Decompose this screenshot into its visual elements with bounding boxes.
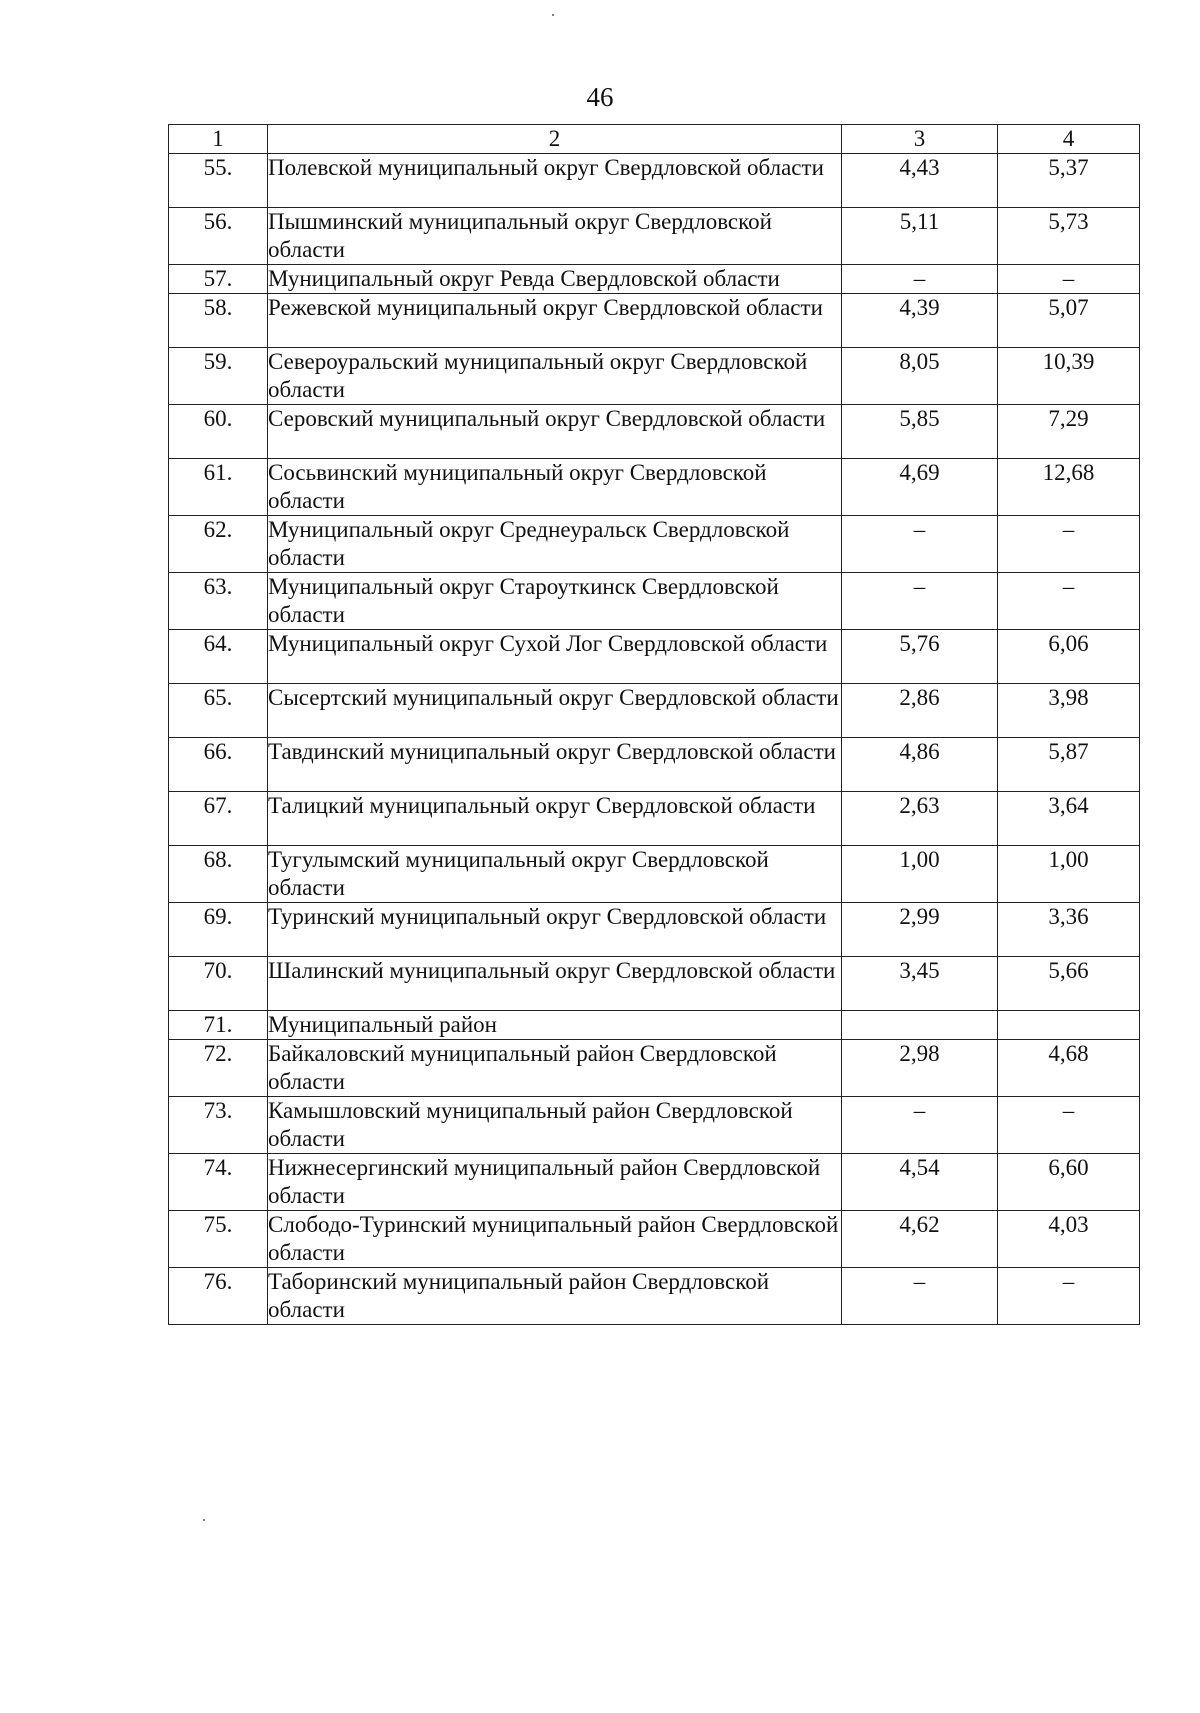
- value-col-4: 4,68: [998, 1040, 1140, 1097]
- table-row: [169, 846, 1140, 903]
- value-col-3: [842, 1011, 998, 1040]
- table-row: [169, 154, 1140, 208]
- municipality-name: Муниципальный округ Ревда Свердловской области: [268, 265, 842, 294]
- value-col-3: 8,05: [842, 348, 998, 405]
- value-col-3: 5,11: [842, 208, 998, 265]
- header-col-4: 4: [998, 125, 1140, 154]
- value-col-4: 1,00: [998, 846, 1140, 903]
- row-number: 56.: [169, 208, 268, 265]
- row-number: 65.: [169, 684, 268, 738]
- municipality-name: Пышминский муниципальный округ Свердловской области: [268, 208, 842, 265]
- value-col-4: 4,03: [998, 1211, 1140, 1268]
- value-col-3: 2,63: [842, 792, 998, 846]
- row-number: 63.: [169, 573, 268, 630]
- value-col-4: [998, 1011, 1140, 1040]
- value-col-4: 6,06: [998, 630, 1140, 684]
- value-col-4: –: [998, 1268, 1140, 1325]
- municipality-name: Муниципальный округ Среднеуральск Свердловской области: [268, 516, 842, 573]
- value-col-3: 2,98: [842, 1040, 998, 1097]
- data-table: [168, 124, 1140, 1325]
- row-number: 75.: [169, 1211, 268, 1268]
- value-col-3: 2,99: [842, 903, 998, 957]
- value-col-3: 4,69: [842, 459, 998, 516]
- table-row: [169, 265, 1140, 294]
- row-number: 69.: [169, 903, 268, 957]
- municipality-name: Муниципальный округ Староуткинск Свердловской области: [268, 573, 842, 630]
- table-row: [169, 738, 1140, 792]
- value-col-4: 3,64: [998, 792, 1140, 846]
- municipality-name: Таборинский муниципальный район Свердловской области: [268, 1268, 842, 1325]
- table-row: [169, 516, 1140, 573]
- municipality-name: Талицкий муниципальный округ Свердловской области: [268, 792, 842, 846]
- value-col-4: 10,39: [998, 348, 1140, 405]
- municipality-name: Тавдинский муниципальный округ Свердловской области: [268, 738, 842, 792]
- table-row: [169, 1011, 1140, 1040]
- municipality-name: Сысертский муниципальный округ Свердловской области: [268, 684, 842, 738]
- value-col-3: 4,43: [842, 154, 998, 208]
- table-row: [169, 405, 1140, 459]
- value-col-4: 3,36: [998, 903, 1140, 957]
- value-col-4: –: [998, 265, 1140, 294]
- table-row: [169, 630, 1140, 684]
- municipality-name: Муниципальный район: [268, 1011, 842, 1040]
- value-col-4: –: [998, 516, 1140, 573]
- row-number: 62.: [169, 516, 268, 573]
- municipality-name: Туринский муниципальный округ Свердловской области: [268, 903, 842, 957]
- table-row: [169, 684, 1140, 738]
- value-col-4: 12,68: [998, 459, 1140, 516]
- table-row: [169, 1154, 1140, 1211]
- value-col-3: –: [842, 1097, 998, 1154]
- municipality-name: Муниципальный округ Сухой Лог Свердловской области: [268, 630, 842, 684]
- municipality-name: Полевской муниципальный округ Свердловской области: [268, 154, 842, 208]
- value-col-3: –: [842, 516, 998, 573]
- table-row: [169, 1040, 1140, 1097]
- table-row: [169, 1211, 1140, 1268]
- page-number: 46: [586, 82, 614, 112]
- value-col-4: 5,87: [998, 738, 1140, 792]
- value-col-3: 5,85: [842, 405, 998, 459]
- value-col-4: –: [998, 573, 1140, 630]
- header-row: [169, 125, 1140, 154]
- value-col-3: 4,62: [842, 1211, 998, 1268]
- header-col-3: 3: [842, 125, 998, 154]
- value-col-4: –: [998, 1097, 1140, 1154]
- value-col-4: 5,66: [998, 957, 1140, 1011]
- row-number: 57.: [169, 265, 268, 294]
- table-row: [169, 1268, 1140, 1325]
- municipality-name: Серовский муниципальный округ Свердловской области: [268, 405, 842, 459]
- row-number: 72.: [169, 1040, 268, 1097]
- row-number: 60.: [169, 405, 268, 459]
- municipality-name: Шалинский муниципальный округ Свердловской области: [268, 957, 842, 1011]
- header-col-2: 2: [268, 125, 842, 154]
- municipality-name: Нижнесергинский муниципальный район Свердловской области: [268, 1154, 842, 1211]
- row-number: 61.: [169, 459, 268, 516]
- header-col-1: 1: [169, 125, 268, 154]
- row-number: 67.: [169, 792, 268, 846]
- table-row: [169, 294, 1140, 348]
- table-row: [169, 957, 1140, 1011]
- value-col-4: 3,98: [998, 684, 1140, 738]
- municipality-name: Режевской муниципальный округ Свердловской области: [268, 294, 842, 348]
- value-col-3: 3,45: [842, 957, 998, 1011]
- scan-speck: [552, 14, 554, 16]
- value-col-3: 4,86: [842, 738, 998, 792]
- value-col-3: 2,86: [842, 684, 998, 738]
- table-row: [169, 573, 1140, 630]
- value-col-4: 5,07: [998, 294, 1140, 348]
- table-row: [169, 208, 1140, 265]
- value-col-3: –: [842, 573, 998, 630]
- row-number: 71.: [169, 1011, 268, 1040]
- value-col-3: –: [842, 265, 998, 294]
- row-number: 76.: [169, 1268, 268, 1325]
- municipality-name: Сосьвинский муниципальный округ Свердловской области: [268, 459, 842, 516]
- row-number: 59.: [169, 348, 268, 405]
- value-col-4: 5,37: [998, 154, 1140, 208]
- table-row: [169, 903, 1140, 957]
- row-number: 66.: [169, 738, 268, 792]
- row-number: 74.: [169, 1154, 268, 1211]
- table-header: [169, 125, 1140, 154]
- value-col-4: 6,60: [998, 1154, 1140, 1211]
- municipality-name: Тугулымский муниципальный округ Свердловской области: [268, 846, 842, 903]
- value-col-4: 7,29: [998, 405, 1140, 459]
- value-col-3: 1,00: [842, 846, 998, 903]
- municipality-name: Байкаловский муниципальный район Свердловской области: [268, 1040, 842, 1097]
- municipality-name: Слободо-Туринский муниципальный район Свердловской области: [268, 1211, 842, 1268]
- municipality-name: Североуральский муниципальный округ Свердловской области: [268, 348, 842, 405]
- scan-speck: [203, 1519, 205, 1521]
- table-row: [169, 1097, 1140, 1154]
- value-col-3: 5,76: [842, 630, 998, 684]
- table-row: [169, 459, 1140, 516]
- table-row: [169, 348, 1140, 405]
- municipality-name: Камышловский муниципальный район Свердловской области: [268, 1097, 842, 1154]
- row-number: 55.: [169, 154, 268, 208]
- row-number: 68.: [169, 846, 268, 903]
- row-number: 73.: [169, 1097, 268, 1154]
- table-row: [169, 792, 1140, 846]
- row-number: 70.: [169, 957, 268, 1011]
- row-number: 58.: [169, 294, 268, 348]
- row-number: 64.: [169, 630, 268, 684]
- value-col-4: 5,73: [998, 208, 1140, 265]
- value-col-3: 4,54: [842, 1154, 998, 1211]
- value-col-3: 4,39: [842, 294, 998, 348]
- value-col-3: –: [842, 1268, 998, 1325]
- table-body: [169, 154, 1140, 1325]
